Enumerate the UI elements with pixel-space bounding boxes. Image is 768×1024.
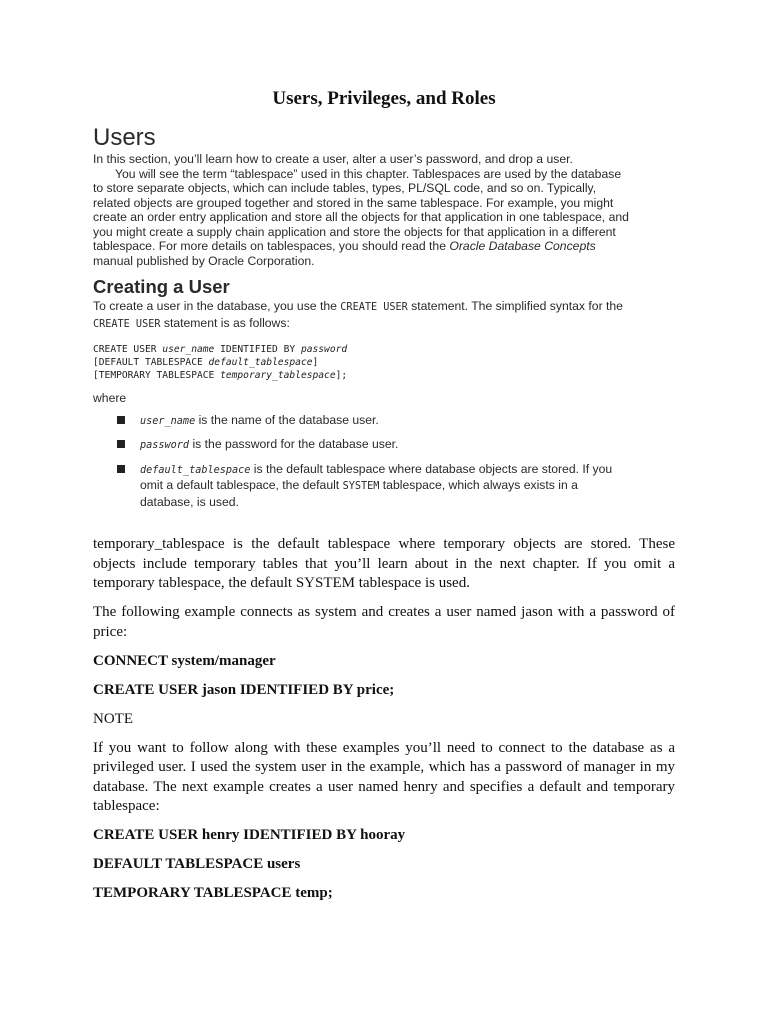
bullet-square-icon — [117, 416, 125, 424]
create-code-2: CREATE USER — [93, 318, 161, 330]
create-user-intro — [93, 299, 633, 332]
create-text-2: statement. The simplified syntax for the — [407, 299, 623, 313]
oracle-concepts-title: Oracle Database Concepts — [449, 239, 596, 253]
temporary-tablespace-paragraph: temporary_tablespace is the default tablespace where temporary objects are stored. These objects include temporary tables that you’ll learn about in the next chapter. If you omit a temporary tablespace, the default SYSTEM tablespace is used. — [93, 536, 675, 591]
list-item-user-name: user_name is the name of the database user. — [93, 413, 633, 430]
parameter-list — [93, 413, 633, 510]
where-label: where — [93, 390, 127, 405]
syntax-line-3: [TEMPORARY TABLESPACE temporary_tablespace]; — [93, 370, 348, 382]
create-user-henry-statement: CREATE USER henry IDENTIFIED BY hooray — [93, 827, 406, 843]
heading-users: Users — [93, 124, 156, 151]
example-intro-paragraph: The following example connects as system and creates a user named jason with a password of price: — [93, 604, 675, 640]
bullet-square-icon — [117, 465, 125, 473]
note-paragraph: If you want to follow along with these examples you’ll need to connect to the database as a privileged user. I used the system user in the example, which has a password of manager in my database. The next example creates a user named henry and specifies a default and temporary tablespace: — [93, 739, 675, 814]
syntax-code-block — [93, 343, 633, 383]
temporary-tablespace-statement: TEMPORARY TABLESPACE temp; — [93, 885, 333, 901]
bullet-square-icon — [117, 440, 125, 448]
list-item-password: password is the password for the database user. — [93, 437, 633, 454]
tablespace-paragraph — [93, 167, 633, 269]
document-body — [93, 535, 675, 913]
create-text-3: statement is as follows: — [160, 315, 290, 330]
create-code-1: CREATE USER — [340, 302, 408, 313]
heading-creating-user: Creating a User — [93, 276, 230, 297]
create-user-jason-statement: CREATE USER jason IDENTIFIED BY price; — [93, 681, 395, 698]
document-title: Users, Privileges, and Roles — [272, 88, 496, 109]
syntax-line-1: CREATE USER user_name IDENTIFIED BY password — [93, 344, 348, 355]
tablespace-text-end: manual published by Oracle Corporation. — [93, 253, 315, 268]
tablespace-text: You will see the term “tablespace” used in this chapter. Tablespaces are used by the database to store separate objects, which can include tables, types, PL/SQL code, and so on. Typically, related objects are grouped together and stored in the same tablespace. For example, you might create an order entry application and store all the objects for that application in one tablespace, and you might create a supply chain application and store the objects for that application in a different tablespace. For more details on tablespaces, you should read the — [93, 166, 629, 253]
syntax-line-2: [DEFAULT TABLESPACE default_tablespace] — [93, 357, 319, 369]
note-label: NOTE — [93, 710, 133, 727]
scanned-book-excerpt — [93, 124, 633, 517]
intro-line: In this section, you’ll learn how to create a user, alter a user’s password, and drop a user. — [93, 152, 573, 166]
list-item-default-tablespace: default_tablespace is the default tablespace where database objects are stored. If you omit a default tablespace, the default SYSTEM tablespace, which always exists in a database, is used. — [93, 462, 633, 510]
default-tablespace-statement: DEFAULT TABLESPACE users — [93, 856, 301, 872]
connect-statement: CONNECT system/manager — [93, 652, 276, 669]
create-text-1: To create a user in the database, you use the — [93, 299, 341, 313]
